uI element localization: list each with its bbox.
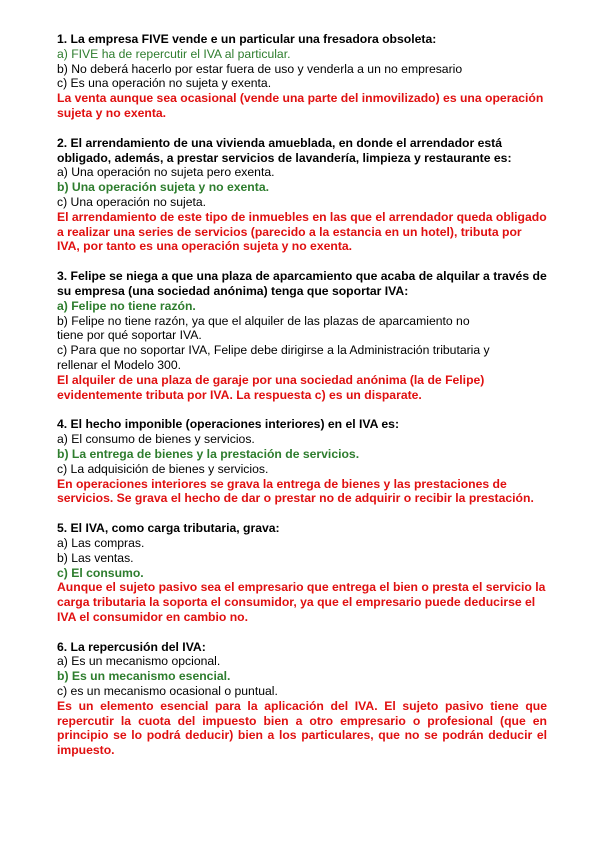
option-c: c) Para que no soportar IVA, Felipe debe dirigirse a la Administración tributaria y rellenar el Modelo 300. [57,343,490,372]
answer-explanation: El alquiler de una plaza de garaje por una sociedad anónima (la de Felipe) evidentemente tributa por IVA. La respuesta c) es un disparate. [57,372,485,402]
answer-explanation: La venta aunque sea ocasional (vende una parte del inmovilizado) es una operación sujeta y no exenta. [57,91,544,120]
answer-explanation: Aunque el sujeto pasivo sea el empresario que entrega el bien o presta el servicio la carga tributaria la soporta el consumidor, ya que el empresario puede deducirse el IVA el consumidor en cambio no. [57,580,546,624]
answer-explanation: El arrendamiento de este tipo de inmuebles en las que el arrendador queda obligado a realizar una series de servicios (parecido a la estancia en un hotel), tributa por IVA, por tanto es una operación sujeta y no exenta. [57,209,547,254]
option-b: b) Felipe no tiene razón, ya que el alquiler de las plazas de aparcamiento no tiene por qué soportar IVA. [57,313,470,343]
question-5 [57,521,547,625]
option-b: b) La entrega de bienes y la prestación de servicios. [57,446,360,461]
question-3 [57,269,547,402]
option-c: c) Una operación no sujeta. [57,194,207,209]
option-a: a) Las compras. [57,535,145,550]
option-a: a) Una operación no sujeta pero exenta. [57,165,275,180]
question-4 [57,417,547,506]
option-a: a) Felipe no tiene razón. [57,298,196,313]
option-b: b) No deberá hacerlo por estar fuera de uso y venderla a un no empresario [57,61,463,76]
answer-explanation: Es un elemento esencial para la aplicación del IVA. El sujeto pasivo tiene que repercutir la cuota del impuesto bien a otro empresario o profesional (que en principio se lo podrá deducir) bien a los particulares, que no se podrán deducir el impuesto. [57,698,547,758]
option-c: c) La adquisición de bienes y servicios. [57,461,269,476]
option-b: b) Es un mecanismo esencial. [57,669,231,684]
question-title: 2. El arrendamiento de una vivienda amueblada, en donde el arrendador está obligado, además, a prestar servicios de lavandería, limpieza y restaurante es: [57,135,512,165]
question-2 [57,136,547,254]
option-a: a) FIVE ha de repercutir el IVA al particular. [57,46,291,61]
question-1 [57,32,547,121]
option-c: c) Es una operación no sujeta y exenta. [57,76,272,91]
option-a: a) El consumo de bienes y servicios. [57,432,255,447]
document-page [57,32,547,773]
question-title: 4. El hecho imponible (operaciones interiores) en el IVA es: [57,417,400,432]
answer-explanation: En operaciones interiores se grava la entrega de bienes y las prestaciones de servicios. Se grava el hecho de dar o prestar no de adquirir o recibir la prestación. [57,476,534,506]
question-title: 3. Felipe se niega a que una plaza de aparcamiento que acaba de alquilar a través de su empresa (una sociedad anónima) tenga que soportar IVA: [57,269,547,298]
option-b: b) Las ventas. [57,550,134,565]
question-6 [57,640,547,758]
option-a: a) Es un mecanismo opcional. [57,654,221,669]
option-b: b) Una operación sujeta y no exenta. [57,180,269,195]
option-c: c) es un mecanismo ocasional o puntual. [57,684,278,699]
question-title: 6. La repercusión del IVA: [57,639,206,654]
question-title: 1. La empresa FIVE vende e un particular una fresadora obsoleta: [57,32,437,46]
question-title: 5. El IVA, como carga tributaria, grava: [57,521,280,536]
option-c: c) El consumo. [57,565,144,580]
